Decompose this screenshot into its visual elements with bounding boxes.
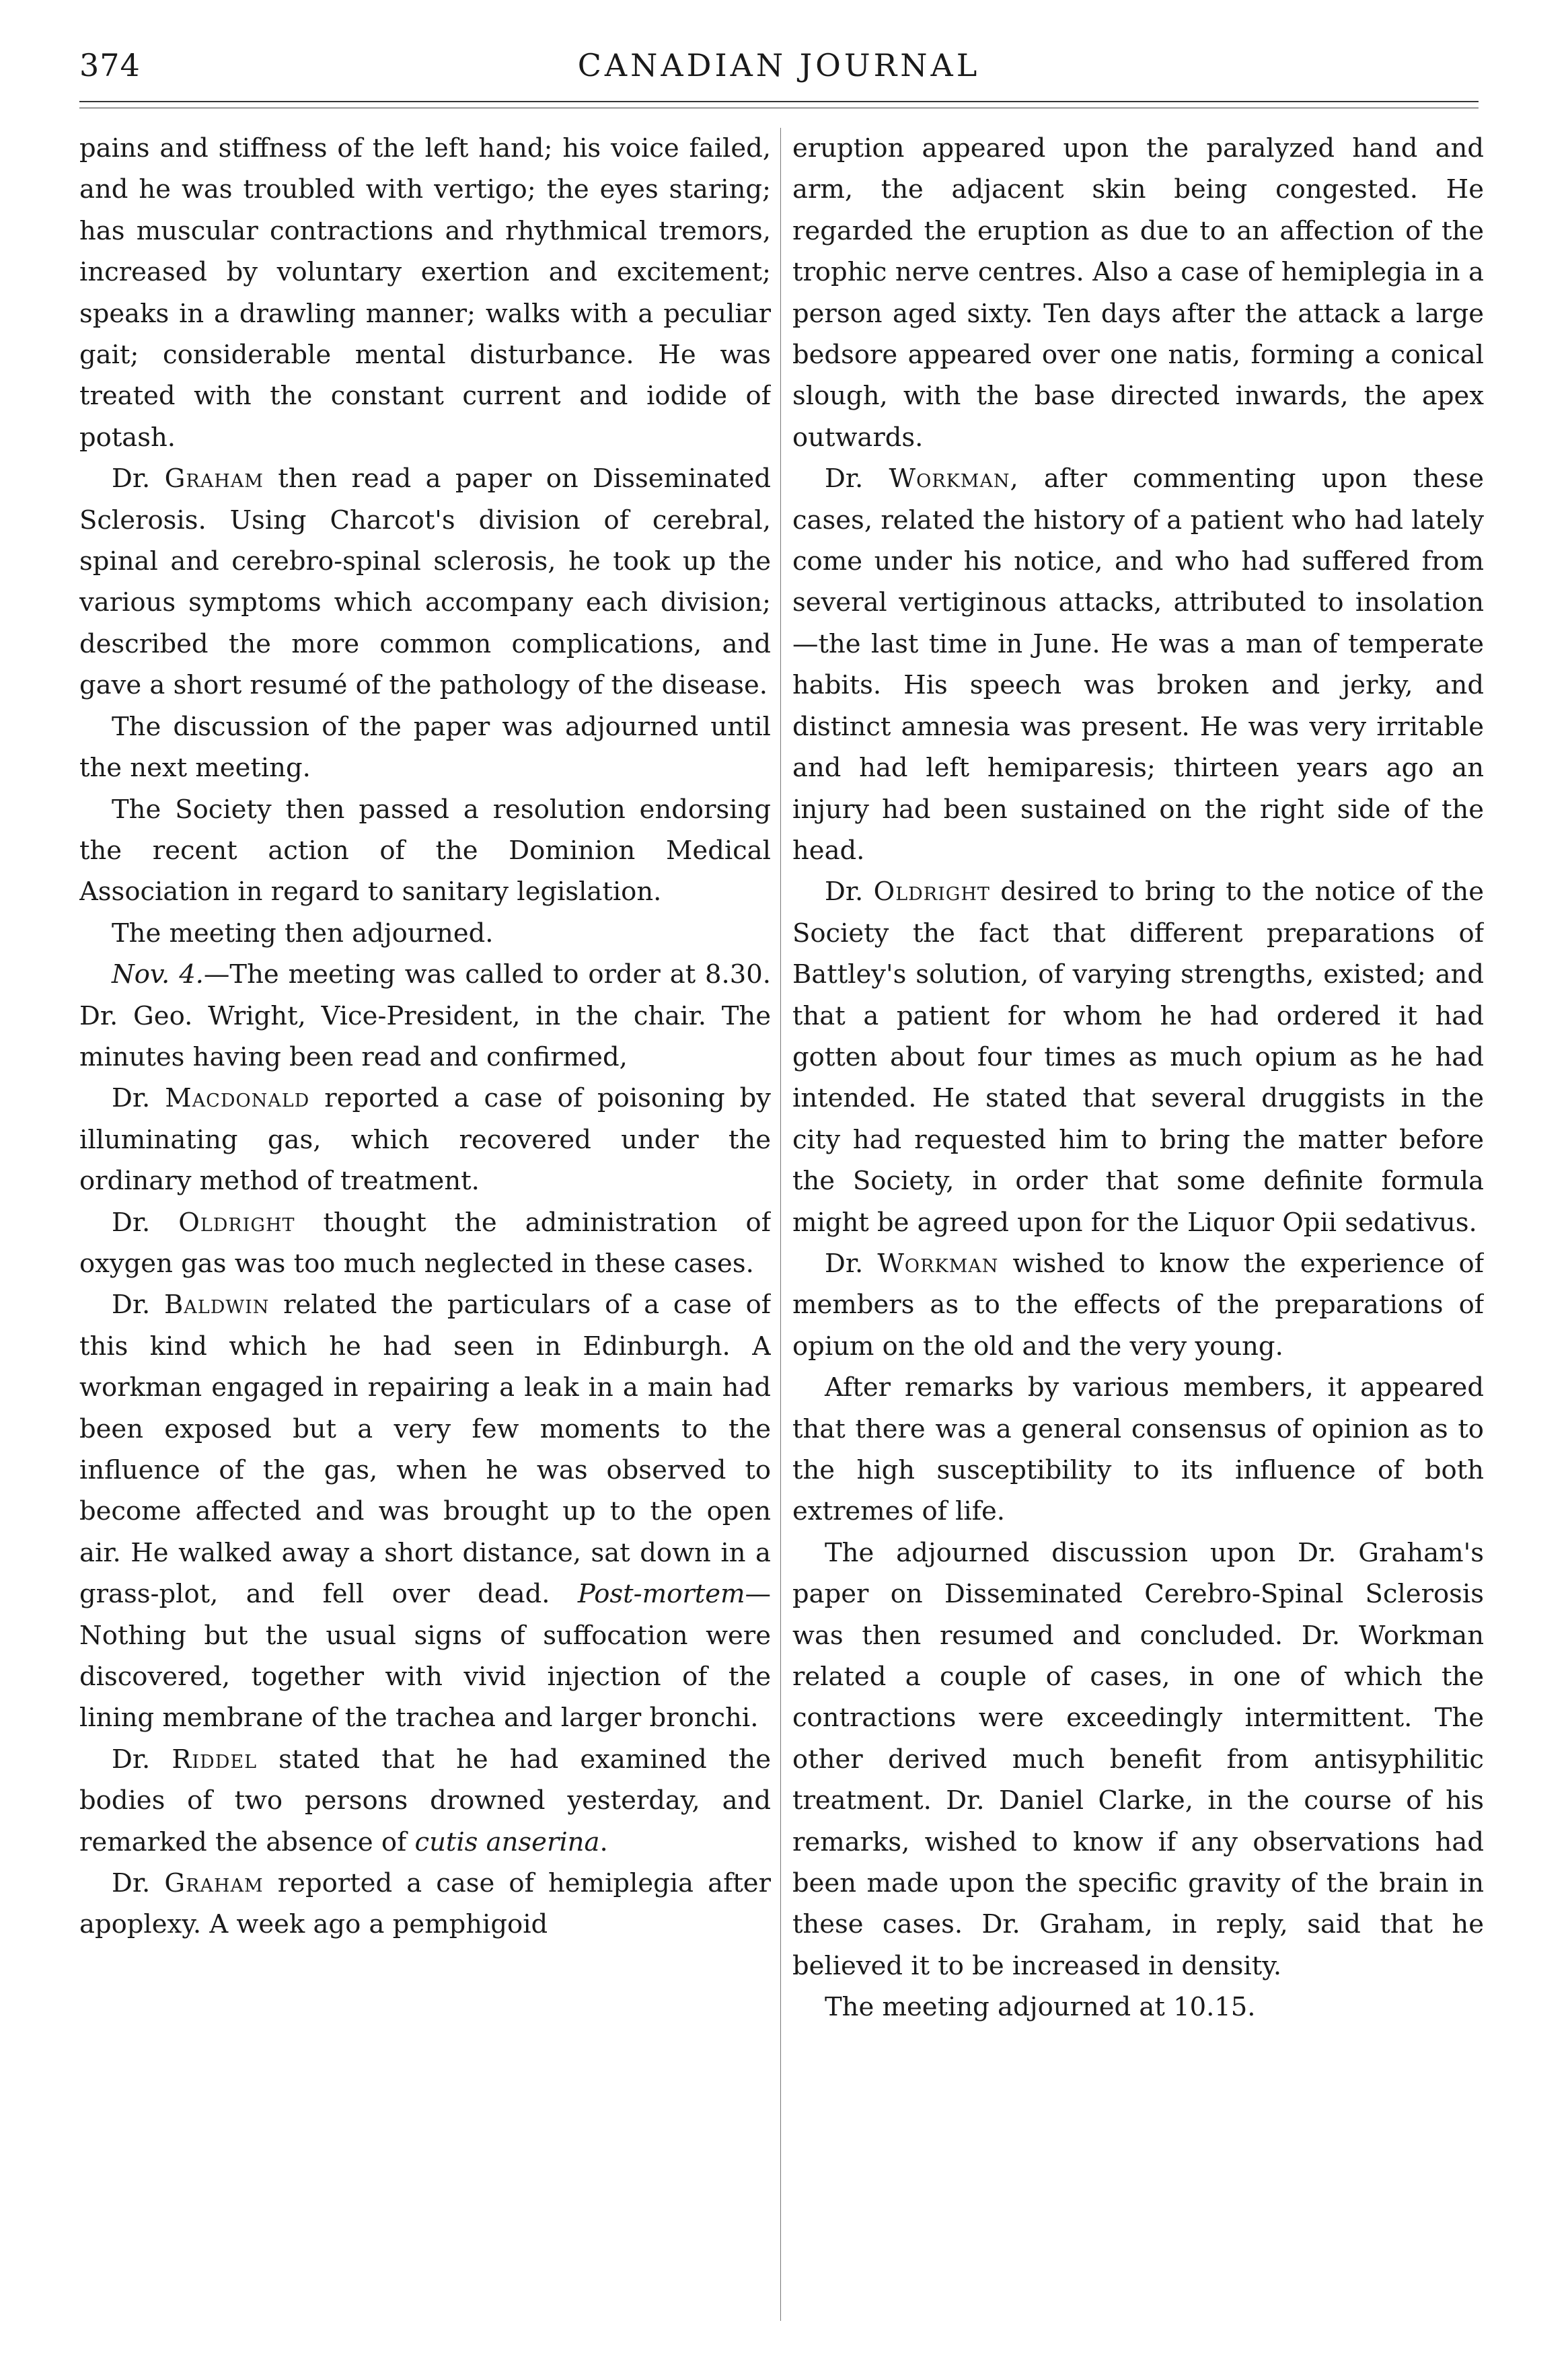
speaker-title: Dr. [112, 464, 165, 494]
italic-term: Post-mortem [577, 1579, 745, 1610]
speaker-title: Dr. [112, 1083, 165, 1114]
paragraph [79, 706, 771, 789]
paragraph-text: . [599, 1826, 608, 1857]
paragraph [79, 913, 771, 954]
paragraph [79, 954, 771, 1078]
speaker-title: Dr. [112, 1207, 179, 1238]
speaker-title: Dr. [112, 1290, 164, 1321]
paragraph-text: The Society then passed a resolution endorsing the recent action of the Dominion Medical Association in regard to sanitary legislation. [79, 794, 771, 907]
paragraph [79, 128, 771, 458]
paragraph-text: desired to bring to the notice of the Society the fact that different preparations of Battley's solution, of varying strengths, existed; and that a patient for whom he had ordered it had gotten about four times as much opium as he had intended. He stated that several druggists in the city had requested him to bring the matter before the Society, in order that some definite formula might be agreed upon for the Liquor Opii sedativus. [792, 877, 1484, 1238]
paragraph [792, 128, 1484, 458]
paragraph [792, 1532, 1484, 1987]
speaker-title: Dr. [825, 877, 874, 907]
column-divider [780, 128, 781, 2321]
speaker-name: Graham [164, 464, 264, 494]
speaker-name: Macdonald [165, 1083, 310, 1114]
speaker-title: Dr. [112, 1744, 172, 1775]
paragraph [792, 1987, 1484, 2028]
speaker-title: Dr. [112, 1868, 165, 1899]
paragraph [79, 1284, 771, 1738]
paragraph [79, 1739, 771, 1863]
speaker-name: Oldright [178, 1207, 295, 1238]
speaker-name: Oldright [873, 877, 990, 907]
speaker-name: Workman [877, 1248, 999, 1279]
paragraph [792, 1243, 1484, 1367]
paragraph [79, 1202, 771, 1285]
paragraph [79, 1078, 771, 1201]
right-column [792, 128, 1484, 2301]
paragraph-text: The meeting adjourned at 10.15. [825, 1992, 1256, 2023]
paragraph [792, 1367, 1484, 1532]
paragraph-text: eruption appeared upon the paralyzed hand and arm, the adjacent skin being congested. He regarded the eruption as due to an affection of the trophic nerve centres. Also a case of hemiplegia in a person aged sixty. Ten days after the attack a large bedsore appeared over one natis, forming a conical slough, with the base directed inwards, the apex outwards. [792, 133, 1484, 453]
paragraph-text: The meeting then adjourned. [112, 918, 494, 949]
paragraph-text: , after commenting upon these cases, related the history of a patient who had lately come under his notice, and who had suffered from several vertiginous attacks, attributed to insolation—the last time in June. He was a man of temperate habits. His speech was broken and jerky, and distinct amnesia was present. He was very irritable and had left hemiparesis; thirteen years ago an injury had been sustained on the right side of the head. [792, 464, 1484, 866]
speaker-name: Graham [164, 1868, 264, 1899]
italic-term: cutis anserina [414, 1826, 600, 1857]
speaker-name: Baldwin [163, 1290, 270, 1321]
paragraph-text: pains and stiffness of the left hand; his voice failed, and he was troubled with vertigo; the eyes staring; has muscular contractions and rhythmical tremors, increased by voluntary exertion and excitement; speaks in a drawling manner; walks with a peculiar gait; considerable mental disturbance. He was treated with the constant current and iodide of potash. [79, 133, 771, 453]
paragraph [79, 1863, 771, 1945]
paragraph-text: The adjourned discussion upon Dr. Graham's paper on Disseminated Cerebro-Spinal Sclerosis was then resumed and concluded. Dr. Workman related a couple of cases, in one of which the contractions were exceedingly intermittent. The other derived much benefit from antisyphilitic treatment. Dr. Daniel Clarke, in the course of his remarks, wished to know if any observations had been made upon the specific gravity of the brain in these cases. Dr. Graham, in reply, said that he believed it to be increased in density. [792, 1537, 1484, 1981]
running-title: CANADIAN JOURNAL [577, 47, 981, 83]
paragraph-text: reported a case of hemiplegia after apoplexy. A week ago a pemphigoid [79, 1868, 771, 1940]
page-number: 374 [79, 47, 141, 83]
paragraph-text: related the particulars of a case of this kind which he had seen in Edinburgh. A workman engaged in repairing a leak in a main had been exposed but a very few moments to the influence of the gas, when he was observed to become affected and was brought up to the open air. He walked away a short distance, sat down in a grass-plot, and fell over dead. [79, 1290, 771, 1610]
speaker-title: Dr. [825, 464, 889, 494]
left-column [79, 128, 771, 2301]
paragraph [79, 458, 771, 706]
speaker-name: Workman [889, 464, 1010, 494]
paragraph-text: —The meeting was called to order at 8.30. Dr. Geo. Wright, Vice-President, in the chair. The minutes having been read and confirmed, [79, 959, 771, 1072]
paragraph-text: thought the administration of oxygen gas was too much neglected in these cases. [79, 1207, 771, 1279]
paragraph [79, 789, 771, 913]
paragraph-text: stated that he had examined the bodies of two persons drowned yesterday, and remarked the absence of [79, 1744, 771, 1857]
paragraph-text: After remarks by various members, it appeared that there was a general consensus of opinion as to the high susceptibility to its influence of both extremes of life. [792, 1372, 1484, 1527]
page-header [79, 38, 1479, 91]
paragraph [792, 871, 1484, 1243]
speaker-title: Dr. [825, 1248, 878, 1279]
paragraph [792, 458, 1484, 871]
paragraph-text: then read a paper on Disseminated Sclerosis. Using Charcot's division of cerebral, spinal and cerebro-spinal sclerosis, he took up the various symptoms which accompany each division; described the more common complications, and gave a short resumé of the pathology of the disease. [79, 464, 771, 701]
paragraph-text: reported a case of poisoning by illuminating gas, which recovered under the ordinary method of treatment. [79, 1083, 771, 1197]
header-rule [79, 101, 1479, 102]
paragraph-text: wished to know the experience of members as to the effects of the preparations of opium on the old and the very young. [792, 1248, 1484, 1362]
meeting-date: Nov. 4. [112, 959, 204, 990]
paragraph-text: The discussion of the paper was adjourned until the next meeting. [79, 711, 771, 784]
speaker-name: Riddel [172, 1744, 257, 1775]
paragraph-text: —Nothing but the usual signs of suffocation were discovered, together with vivid injection of the lining membrane of the trachea and larger bronchi. [79, 1579, 771, 1734]
